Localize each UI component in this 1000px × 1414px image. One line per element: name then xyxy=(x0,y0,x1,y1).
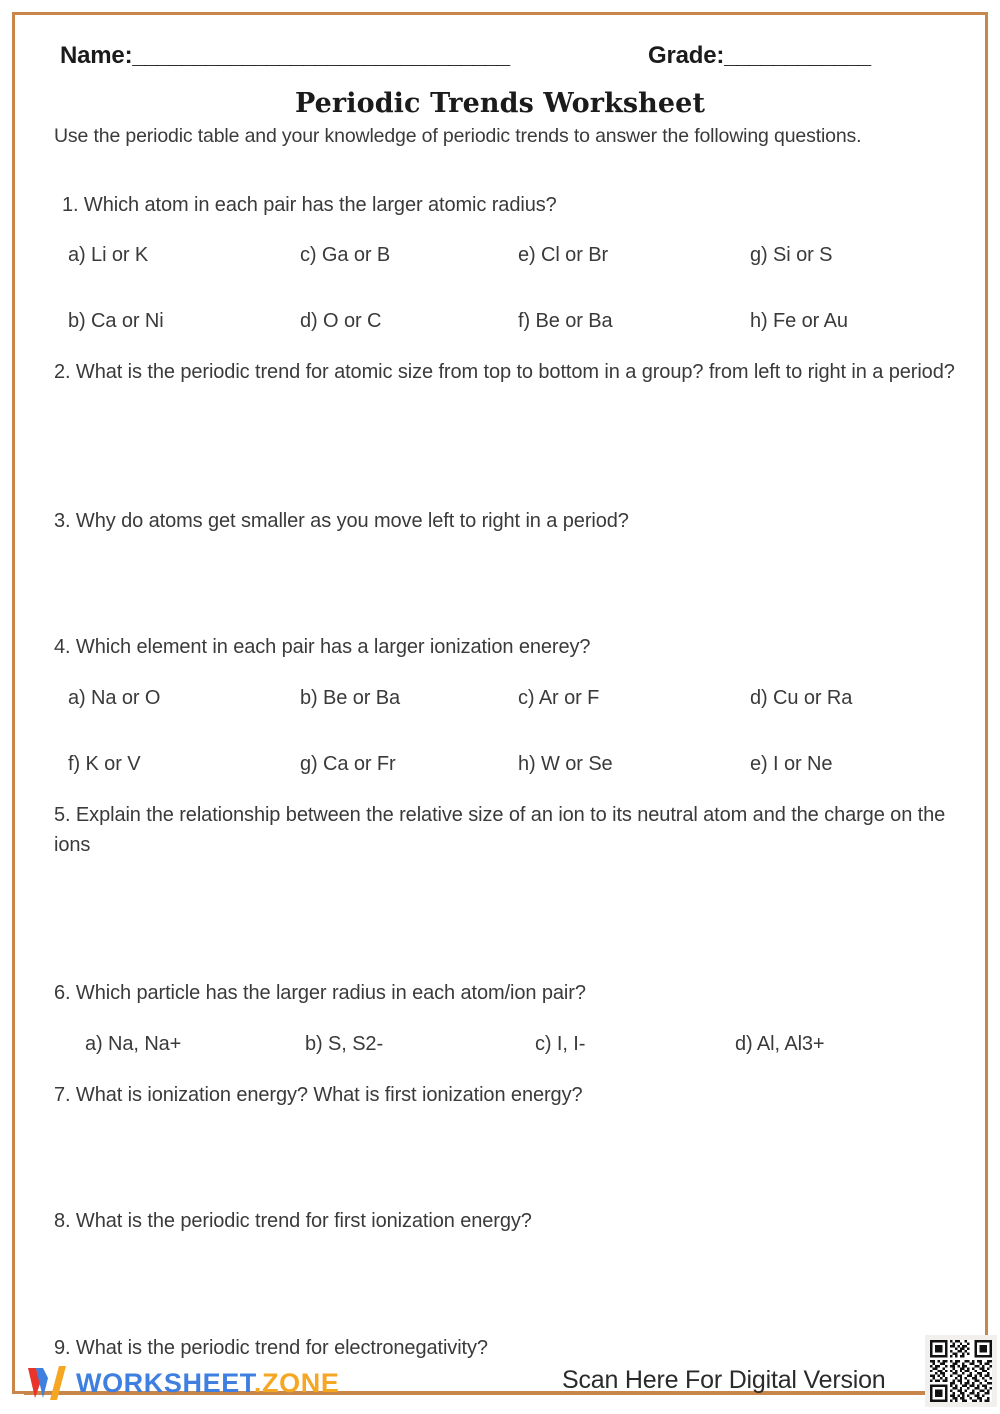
question-2-text: 2. What is the periodic trend for atomic size from top to bottom in a group? from left to right in a period? xyxy=(54,361,955,384)
worksheet-content xyxy=(40,28,960,1363)
question-1-options-row-1 xyxy=(40,244,960,267)
option-4a[interactable]: a) Na or O xyxy=(68,686,161,709)
page-footer xyxy=(0,1348,1000,1414)
question-5-text: 5. Explain the relationship between the relative size of an ion to its neutral atom and the charge on the ions xyxy=(54,803,946,856)
student-info-row xyxy=(40,28,960,80)
question-8-text: 8. What is the periodic trend for first ionization energy? xyxy=(54,1210,532,1233)
question-1-text: 1. Which atom in each pair has the larger atomic radius? xyxy=(62,194,557,216)
qr-code-image xyxy=(930,1340,992,1402)
question-4-options-row-1 xyxy=(40,687,960,710)
question-9-text: 9. What is the periodic trend for electronegativity? xyxy=(54,1336,488,1359)
option-1e[interactable]: e) Cl or Br xyxy=(518,244,609,267)
option-4c[interactable]: c) Ar or F xyxy=(518,686,600,709)
question-6-options-row-1 xyxy=(40,1033,960,1056)
option-1g[interactable]: g) Si or S xyxy=(750,244,833,267)
qr-code[interactable] xyxy=(925,1335,997,1407)
option-1c[interactable]: c) Ga or B xyxy=(300,244,391,267)
question-2-answer-space[interactable] xyxy=(40,388,960,506)
question-5-answer-space[interactable] xyxy=(40,860,960,978)
question-3-answer-space[interactable] xyxy=(40,536,960,632)
option-4d[interactable]: d) Cu or Ra xyxy=(750,686,853,709)
grade-blank-line: ____________ xyxy=(724,42,870,69)
option-1d[interactable]: d) O or C xyxy=(300,310,382,333)
logo-wordmark xyxy=(76,1364,339,1402)
logo-text-zone: .ZONE xyxy=(253,1368,340,1398)
option-1f[interactable]: f) Be or Ba xyxy=(518,310,613,333)
question-6-text: 6. Which particle has the larger radius in each atom/ion pair? xyxy=(54,982,586,1005)
question-8-answer-space[interactable] xyxy=(40,1237,960,1333)
option-6d[interactable]: d) Al, Al3+ xyxy=(735,1032,825,1055)
worksheet-zone-logo-mark xyxy=(26,1364,72,1402)
question-7-text: 7. What is ionization energy? What is first ionization energy? xyxy=(54,1083,583,1106)
instructions-text: Use the periodic table and your knowledge of periodic trends to answer the following questions. xyxy=(54,125,862,147)
option-4e[interactable]: e) I or Ne xyxy=(750,752,833,775)
question-4-options-row-2 xyxy=(40,753,960,776)
question-1-options-row-2 xyxy=(40,310,960,333)
page-title: Periodic Trends Worksheet xyxy=(294,88,706,119)
option-1a[interactable]: a) Li or K xyxy=(68,244,149,267)
grade-label: Grade: xyxy=(648,42,725,69)
option-4f[interactable]: f) K or V xyxy=(68,752,141,775)
option-1b[interactable]: b) Ca or Ni xyxy=(68,310,164,333)
option-4g[interactable]: g) Ca or Fr xyxy=(300,752,396,775)
name-blank-line: _______________________________ xyxy=(132,42,509,69)
option-4h[interactable]: h) W or Se xyxy=(518,752,613,775)
scan-prompt-text: Scan Here For Digital Version xyxy=(562,1366,886,1394)
option-6c[interactable]: c) I, I- xyxy=(535,1032,586,1055)
option-6b[interactable]: b) S, S2- xyxy=(305,1032,384,1055)
question-7-answer-space[interactable] xyxy=(40,1110,960,1206)
grade-field[interactable] xyxy=(620,42,870,70)
logo-text-worksheet: WORKSHEET xyxy=(76,1368,254,1398)
option-1h[interactable]: h) Fe or Au xyxy=(750,310,848,333)
question-4-text: 4. Which element in each pair has a larger ionization enerey? xyxy=(54,636,591,659)
name-label: Name: xyxy=(60,42,133,69)
name-field[interactable] xyxy=(40,42,620,70)
option-6a[interactable]: a) Na, Na+ xyxy=(85,1032,182,1055)
question-3-text: 3. Why do atoms get smaller as you move left to right in a period? xyxy=(54,509,629,532)
worksheet-zone-logo[interactable] xyxy=(26,1364,339,1402)
option-4b[interactable]: b) Be or Ba xyxy=(300,686,401,709)
